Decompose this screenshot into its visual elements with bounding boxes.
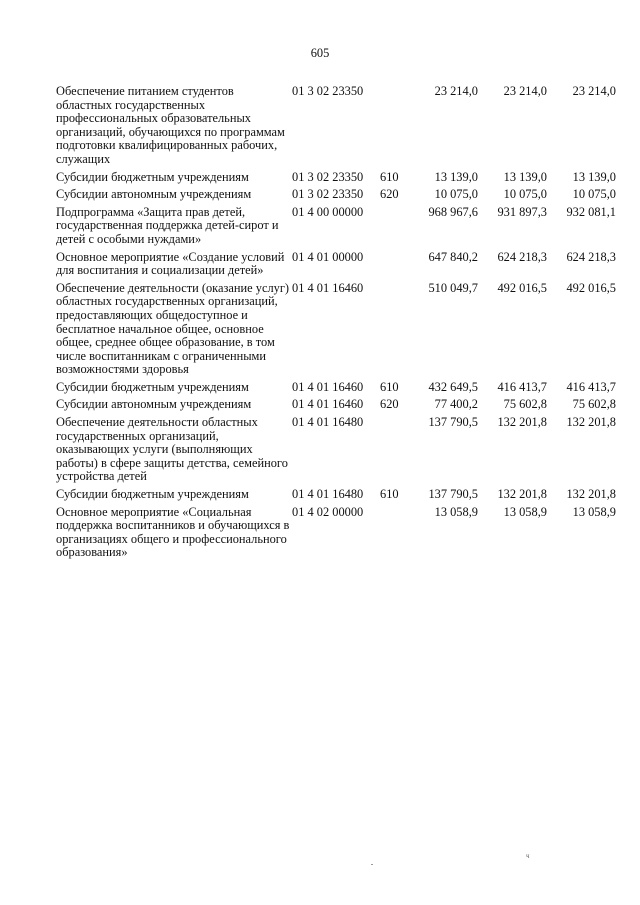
row-vr: 610 <box>380 379 399 394</box>
row-amount-v1: 137 790,5 <box>428 487 478 502</box>
row-amount-v2: 416 413,7 <box>497 379 547 394</box>
row-kcsr: 01 4 01 16460 <box>292 280 364 295</box>
budget-table-body <box>56 85 616 564</box>
table-row <box>56 282 616 381</box>
row-vr: 620 <box>380 187 399 202</box>
row-name: Обеспечение деятельности (оказание услуг) областных государственных организаций, предоставляющих общедоступное и бесплатное начальное общее, основное общее, среднее общее образование, в том числе воспитанникам с ограниченными возможностями здоровья <box>56 280 290 377</box>
row-amount-v1: 10 075,0 <box>434 187 478 202</box>
row-amount-v3: 13 058,9 <box>572 504 616 519</box>
row-name: Субсидии бюджетным учреждениям <box>56 169 249 184</box>
row-code <box>292 188 408 206</box>
row-amount-v1: 23 214,0 <box>434 84 478 98</box>
row-name: Субсидии бюджетным учреждениям <box>56 379 249 394</box>
row-kcsr: 01 4 01 16480 <box>292 415 364 430</box>
row-amount-v2: 13 058,9 <box>503 504 547 519</box>
table-row <box>56 251 616 282</box>
row-name: Основное мероприятие «Создание условий для воспитания и социализации детей» <box>56 249 285 278</box>
row-code <box>292 282 408 381</box>
table-row <box>56 488 616 506</box>
row-kcsr: 01 4 01 16480 <box>292 487 364 502</box>
row-kcsr: 01 3 02 23350 <box>292 169 364 184</box>
row-amount-v3: 416 413,7 <box>566 379 616 394</box>
row-amount-v2: 931 897,3 <box>497 204 547 219</box>
table-row <box>56 206 616 251</box>
table-row <box>56 188 616 206</box>
row-vr: 610 <box>380 487 399 502</box>
row-code <box>292 381 408 399</box>
row-vr: 620 <box>380 397 399 412</box>
row-amount-v2: 75 602,8 <box>503 397 547 412</box>
row-kcsr: 01 4 00 00000 <box>292 204 364 219</box>
row-amount-v3: 932 081,1 <box>566 204 616 219</box>
row-amount-v2: 23 214,0 <box>503 84 547 98</box>
row-amount-v2: 132 201,8 <box>497 415 547 430</box>
row-name: Субсидии автономным учреждениям <box>56 187 252 202</box>
row-kcsr: 01 4 02 00000 <box>292 504 364 519</box>
row-amount-v3: 492 016,5 <box>566 280 616 295</box>
row-code <box>292 251 408 282</box>
table-row <box>56 506 616 564</box>
row-code <box>292 171 408 189</box>
row-amount-v2: 132 201,8 <box>497 487 547 502</box>
table-row <box>56 416 616 488</box>
budget-table <box>56 85 616 564</box>
row-code <box>292 85 408 171</box>
row-name: Подпрограмма «Защита прав детей, государственная поддержка детей-сирот и детей с особыми нуждами» <box>56 204 279 246</box>
row-amount-v1: 13 139,0 <box>434 169 478 184</box>
table-row <box>56 171 616 189</box>
row-vr: 610 <box>380 169 399 184</box>
row-name: Обеспечение питанием студентов областных государственных профессиональных образовательных организаций, обучающихся по программам подготовки квалифицированных рабочих, служащих <box>56 84 285 166</box>
row-code <box>292 206 408 251</box>
row-amount-v3: 13 139,0 <box>572 169 616 184</box>
row-amount-v2: 624 218,3 <box>497 249 547 264</box>
scan-speck <box>371 864 373 865</box>
row-code <box>292 488 408 506</box>
table-row <box>56 85 616 171</box>
row-amount-v2: 13 139,0 <box>503 169 547 184</box>
row-name: Обеспечение деятельности областных государственных организаций, оказывающих услуги (выполняющих работы) в сфере защиты детства, семейного устройства детей <box>56 415 288 484</box>
row-name: Субсидии автономным учреждениям <box>56 397 252 412</box>
row-kcsr: 01 3 02 23350 <box>292 187 364 202</box>
page-number: 605 <box>310 46 330 60</box>
row-amount-v3: 624 218,3 <box>566 249 616 264</box>
row-amount-v3: 132 201,8 <box>566 415 616 430</box>
row-amount-v1: 137 790,5 <box>428 415 478 430</box>
row-amount-v2: 492 016,5 <box>497 280 547 295</box>
row-kcsr: 01 3 02 23350 <box>292 84 364 98</box>
row-name: Субсидии бюджетным учреждениям <box>56 487 249 502</box>
row-amount-v1: 510 049,7 <box>428 280 478 295</box>
row-amount-v1: 13 058,9 <box>434 504 478 519</box>
row-amount-v1: 77 400,2 <box>434 397 478 412</box>
row-kcsr: 01 4 01 00000 <box>292 249 364 264</box>
row-amount-v1: 968 967,6 <box>428 204 478 219</box>
row-amount-v1: 432 649,5 <box>428 379 478 394</box>
row-name: Основное мероприятие «Социальная поддержка воспитанников и обучающихся в организациях общего и профессионального образования» <box>56 504 290 560</box>
row-amount-v3: 23 214,0 <box>572 84 616 98</box>
row-kcsr: 01 4 01 16460 <box>292 379 364 394</box>
row-code <box>292 506 408 564</box>
table-row <box>56 381 616 399</box>
scan-mark: ч <box>526 852 530 860</box>
row-amount-v3: 10 075,0 <box>572 187 616 202</box>
row-code <box>292 398 408 416</box>
row-code <box>292 416 408 488</box>
row-amount-v1: 647 840,2 <box>428 249 478 264</box>
table-row <box>56 398 616 416</box>
row-kcsr: 01 4 01 16460 <box>292 397 364 412</box>
row-amount-v3: 132 201,8 <box>566 487 616 502</box>
row-amount-v2: 10 075,0 <box>503 187 547 202</box>
row-amount-v3: 75 602,8 <box>572 397 616 412</box>
